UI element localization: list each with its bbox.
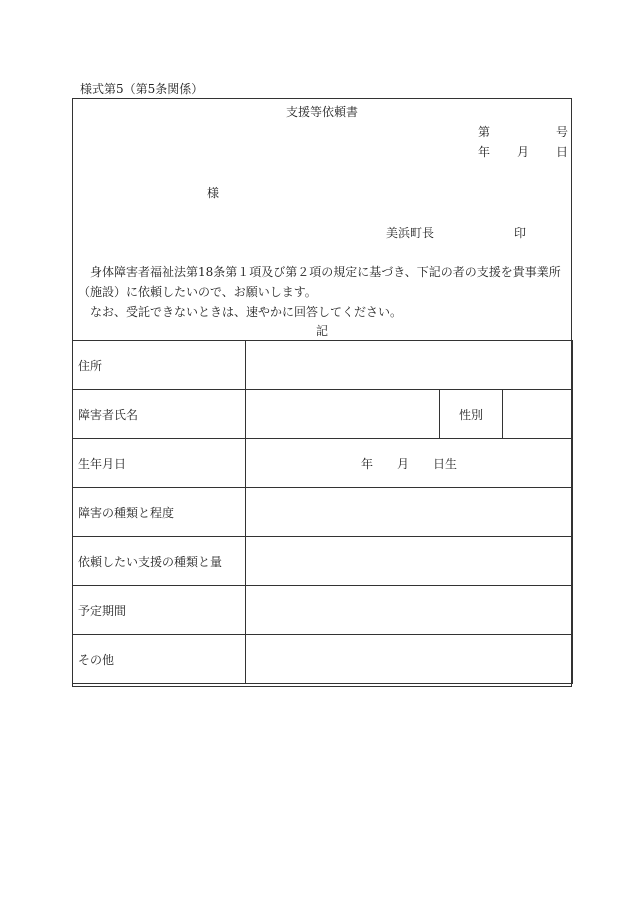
disability-field[interactable] <box>246 488 573 537</box>
number-suffix: 号 <box>556 125 569 139</box>
table-row <box>73 341 573 390</box>
ki-heading: 記 <box>315 324 328 338</box>
birthdate-value: 年 月 日生 <box>361 456 458 471</box>
table-row <box>73 488 573 537</box>
applicant-table <box>72 340 573 684</box>
sender-name: 美浜町長 <box>386 226 435 240</box>
period-field[interactable] <box>246 586 573 635</box>
table-row <box>73 439 573 488</box>
request-body-line: なお、受託できないときは、速やかに回答してください。 <box>90 305 403 319</box>
table-row <box>73 390 573 439</box>
support-field[interactable] <box>246 537 573 586</box>
period-label: 予定期間 <box>73 586 246 635</box>
gender-label: 性別 <box>440 390 503 439</box>
request-body-line: 身体障害者福祉法第18条第１項及び第２項の規定に基づき、下記の者の支援を貴事業所（施設）に依頼したいので、お願いします。 <box>78 265 561 299</box>
gender-field[interactable] <box>503 390 573 439</box>
name-label: 障害者氏名 <box>73 390 246 439</box>
date-day-label: 日 <box>556 145 569 159</box>
request-body <box>78 262 568 322</box>
address-field[interactable] <box>246 341 573 390</box>
date-month-label: 月 <box>517 145 530 159</box>
addressee-suffix: 様 <box>207 186 220 200</box>
table-row <box>73 586 573 635</box>
other-field[interactable] <box>246 635 573 684</box>
request-form <box>72 98 572 687</box>
table-row <box>73 537 573 586</box>
birthdate-label: 生年月日 <box>73 439 246 488</box>
disability-label: 障害の種類と程度 <box>73 488 246 537</box>
number-prefix: 第 <box>478 125 491 139</box>
table-row <box>73 635 573 684</box>
support-label: 依頼したい支援の種類と量 <box>73 537 246 586</box>
birthdate-field[interactable] <box>246 439 573 488</box>
date-year-label: 年 <box>478 145 491 159</box>
seal-mark: 印 <box>514 226 527 240</box>
address-label: 住所 <box>73 341 246 390</box>
document-title: 支援等依頼書 <box>285 105 358 119</box>
form-number: 様式第5（第5条関係） <box>80 82 204 96</box>
name-field[interactable] <box>246 390 440 439</box>
other-label: その他 <box>73 635 246 684</box>
